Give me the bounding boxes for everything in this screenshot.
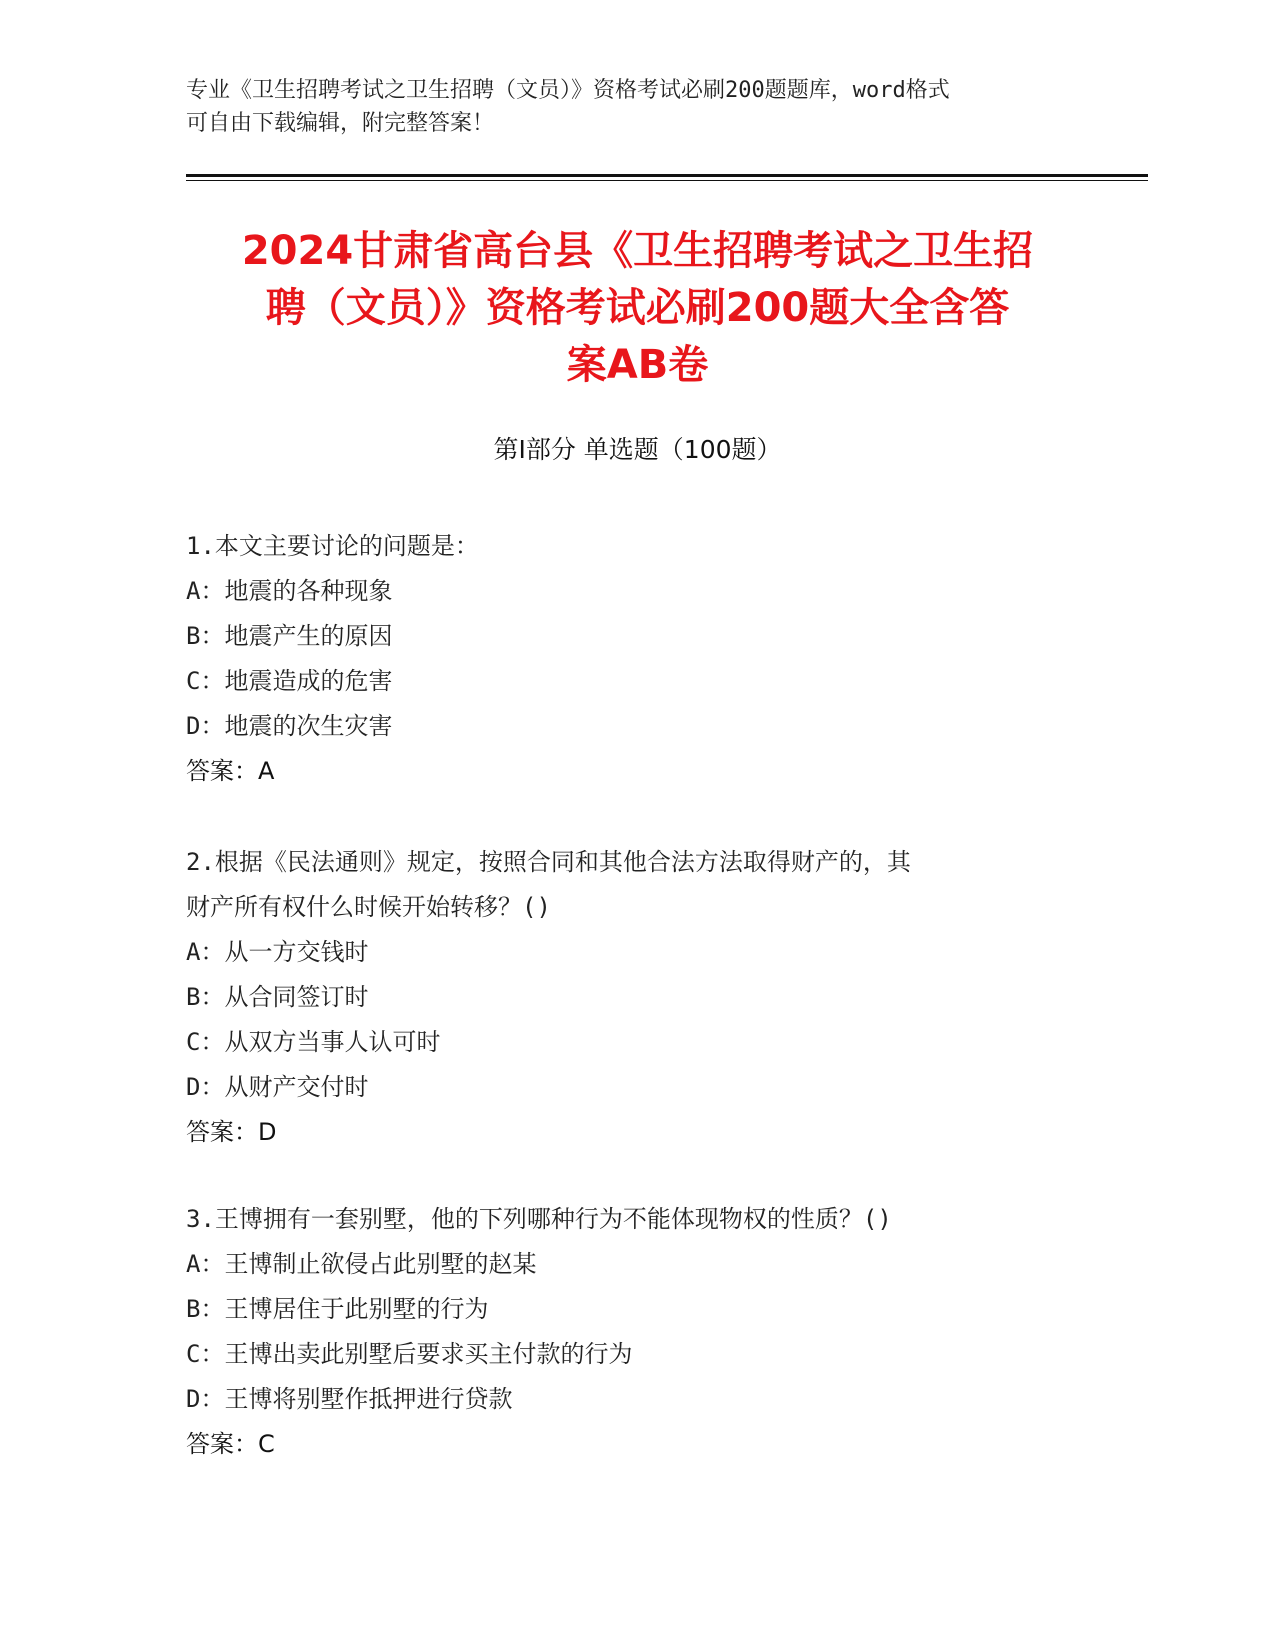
option-a: A：从一方交钱时 (186, 938, 369, 966)
option-b: B：王博居住于此别墅的行为 (186, 1295, 489, 1323)
question-3 (186, 1197, 1086, 1467)
question-1 (186, 524, 1086, 794)
header-note-line-2: 可自由下载编辑，附完整答案！ (186, 111, 495, 136)
section-heading: 第Ⅰ部分 单选题（100题） (493, 435, 782, 464)
option-d: D：从财产交付时 (186, 1073, 369, 1101)
document-title-line-3: 案AB卷 (566, 342, 709, 388)
header-divider-thick (186, 174, 1148, 177)
option-c: C：从双方当事人认可时 (186, 1028, 441, 1056)
answer: 答案：C (186, 1430, 275, 1458)
question-stem: 1.本文主要讨论的问题是： (186, 532, 479, 560)
option-a: A：王博制止欲侵占此别墅的赵某 (186, 1250, 537, 1278)
header-divider-thin (186, 180, 1148, 181)
option-d: D：地震的次生灾害 (186, 712, 393, 740)
option-a: A：地震的各种现象 (186, 577, 393, 605)
document-title-line-2: 聘（文员）》资格考试必刷200题大全含答 (265, 285, 1010, 331)
answer: 答案：D (186, 1118, 277, 1146)
question-2 (186, 840, 1086, 1155)
header-note-line-1: 专业《卫生招聘考试之卫生招聘（文员）》资格考试必刷200题题库，word格式 (186, 78, 950, 103)
header-note (186, 74, 1086, 140)
option-d: D：王博将别墅作抵押进行贷款 (186, 1385, 513, 1413)
option-c: C：地震造成的危害 (186, 667, 393, 695)
document-title-line-1: 2024甘肃省高台县《卫生招聘考试之卫生招 (241, 228, 1034, 274)
answer: 答案：A (186, 757, 275, 785)
option-c: C：王博出卖此别墅后要求买主付款的行为 (186, 1340, 633, 1368)
question-stem-line-2: 财产所有权什么时候开始转移？() (186, 893, 551, 921)
option-b: B：地震产生的原因 (186, 622, 393, 650)
question-stem: 3.王博拥有一套别墅，他的下列哪种行为不能体现物权的性质？() (186, 1205, 892, 1233)
question-stem-line-1: 2.根据《民法通则》规定，按照合同和其他合法方法取得财产的，其 (186, 848, 911, 876)
option-b: B：从合同签订时 (186, 983, 369, 1011)
document-title (186, 223, 1089, 394)
